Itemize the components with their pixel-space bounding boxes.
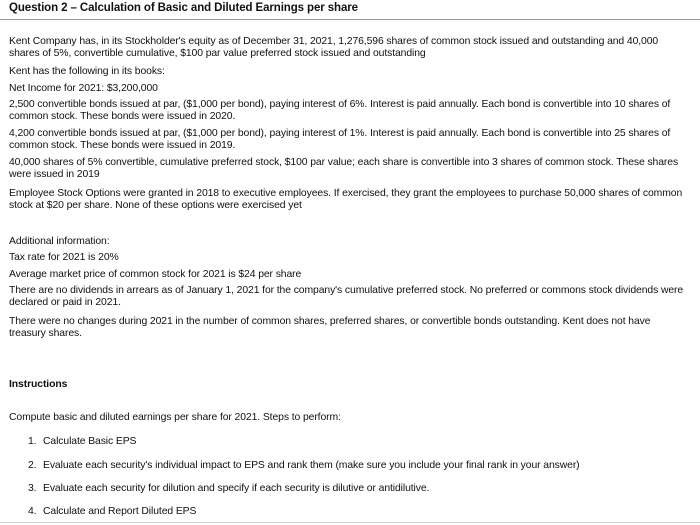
tax-rate-text: Tax rate for 2021 is 20% [9, 252, 119, 263]
page-title: Question 2 – Calculation of Basic and Diluted Earnings per share [9, 2, 358, 14]
bonds-6-percent-text: 2,500 convertible bonds issued at par, ($1,000 per bond), paying interest of 6%. Interest is paid annually. Each bond is convertible into 10 shares of common stock. These bonds were issued in 2020. [9, 99, 671, 122]
instructions-heading: Instructions [9, 379, 68, 390]
market-price-text: Average market price of common stock for 2021 is $24 per share [9, 269, 302, 280]
net-income-text: Net Income for 2021: $3,200,000 [9, 83, 158, 94]
step-text: Evaluate each security for dilution and specify if each security is dilutive or antidilutive. [43, 483, 430, 494]
compute-text: Compute basic and diluted earnings per share for 2021. Steps to perform: [9, 412, 341, 423]
preferred-stock-text: 40,000 shares of 5% convertible, cumulative preferred stock, $100 par value; each share is convertible into 3 shares of common stock. These shares were issued in 2019 [9, 157, 679, 180]
bonds-1-percent-text: 4,200 convertible bonds issued at par, ($1,000 per bond), paying interest of 1%. Interest is paid annually. Each bond is convertible into 25 shares of common stock. These bonds were issued in 2019. [9, 128, 671, 151]
step-number: 4. [28, 506, 37, 517]
step-item [28, 436, 688, 448]
step-number: 3. [28, 483, 37, 494]
additional-info-heading: Additional information: [9, 236, 110, 247]
step-number: 1. [28, 436, 37, 447]
books-heading: Kent has the following in its books: [9, 66, 165, 77]
no-changes-text: There were no changes during 2021 in the number of common shares, preferred shares, or convertible bonds outstanding. Kent does not have treasury shares. [9, 316, 651, 339]
dividends-text: There are no dividends in arrears as of January 1, 2021 for the company's cumulative preferred stock. No preferred or commons stock dividends were declared or paid in 2021. [9, 285, 684, 308]
step-item [28, 460, 688, 472]
step-text: Evaluate each security's individual impact to EPS and rank them (make sure you include your final rank in your answer) [43, 460, 580, 471]
step-text: Calculate and Report Diluted EPS [43, 506, 197, 517]
bottom-divider [0, 522, 700, 523]
step-number: 2. [28, 460, 37, 471]
step-item [28, 483, 688, 495]
intro-paragraph: Kent Company has, in its Stockholder's equity as of December 31, 2021, 1,276,596 shares of common stock issued and outstanding and 40,000 shares of 5%, convertible cumulative, $100 par value preferred stock issued and outstanding [9, 36, 659, 59]
stock-options-text: Employee Stock Options were granted in 2018 to executive employees. If exercised, they grant the employees to purchase 50,000 shares of common stock at $20 per share. None of these options were exercised yet [9, 188, 683, 211]
step-item [28, 506, 688, 518]
title-bar [0, 0, 700, 20]
step-text: Calculate Basic EPS [43, 436, 137, 447]
